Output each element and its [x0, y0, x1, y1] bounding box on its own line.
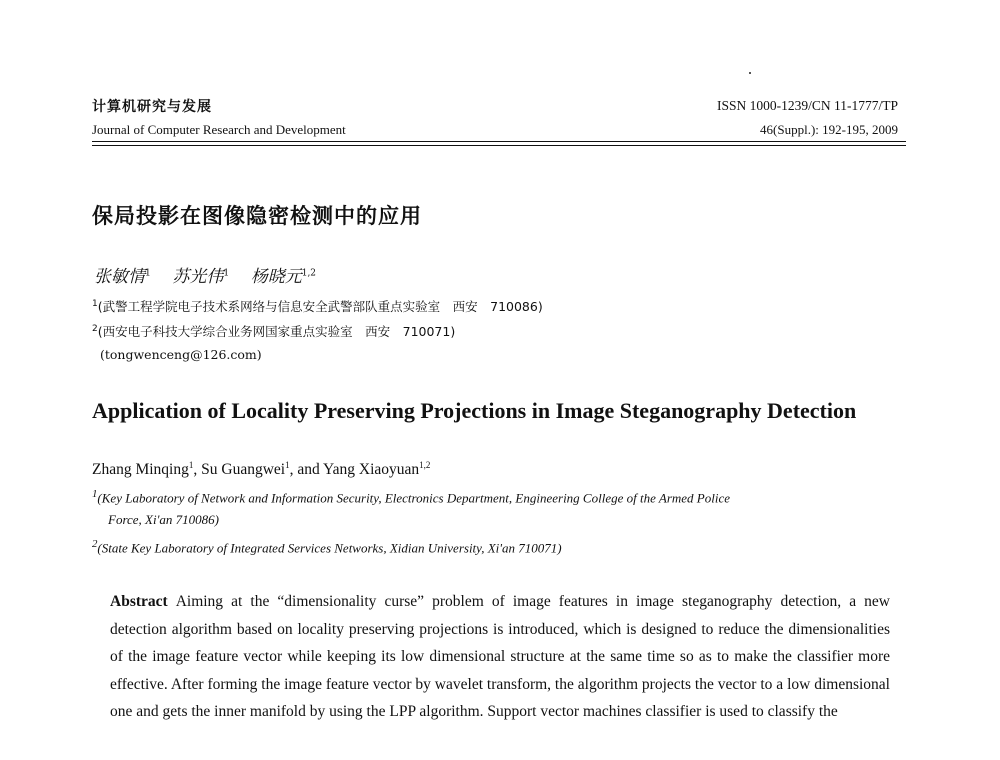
chinese-affiliation-1 [92, 297, 543, 315]
author-separator: , [193, 461, 202, 479]
en-author-sup: 1,2 [419, 460, 431, 470]
aff-text: (State Key Laboratory of Integrated Services Networks, Xidian University, Xi'an 710071) [97, 540, 562, 556]
aff-sup: 2 [92, 323, 98, 334]
en-author-sup: 1 [188, 460, 194, 470]
abstract-text: Aiming at the “dimensionality curse” problem of image features in image steganography detection, a new detection algorithm based on locality preserving projections is introduced, which is designed to reduce the dimensionalities of the image feature vector while keeping its low dimensional structure at the same time so as to make the classifier more effective. After forming the image feature vector by wavelet transform, the algorithm projects the vector to a low dimensional one and gets the inner manifold by using the LPP algorithm. Support vector machines classifier is used to classify the [110, 593, 890, 720]
chinese-title: 保局投影在图像隐密检测中的应用 [92, 204, 422, 228]
english-affiliation-1 [92, 488, 730, 506]
en-author-name: Yang Xiaoyuan [323, 461, 420, 479]
abstract-label: Abstract [110, 593, 168, 610]
aff-text: (武警工程学院电子技术系网络与信息安全武警部队重点实验室 西安 710086) [97, 299, 543, 314]
chinese-affiliation-2 [92, 322, 455, 340]
aff-text: (西安电子科技大学综合业务网国家重点实验室 西安 710071) [97, 324, 456, 339]
abstract-paragraph [110, 588, 890, 726]
author-email: (tongwenceng@126.com) [100, 347, 262, 362]
cn-author-sup: 1,2 [301, 268, 317, 279]
header-rule-thin [92, 145, 906, 146]
cn-author-sup: 1 [145, 268, 151, 279]
english-affiliation-2 [92, 538, 562, 556]
header-rule-thick [92, 141, 906, 142]
cn-author-name: 张敏情 [94, 267, 145, 287]
cn-author-name: 杨晓元 [250, 267, 302, 287]
volume-pages-year: 46(Suppl.): 192-195, 2009 [760, 122, 898, 137]
en-author-sup: 1 [285, 460, 290, 470]
issn-number: ISSN 1000-1239/CN 11-1777/TP [716, 98, 898, 113]
stray-dot [749, 72, 751, 74]
aff-sup: 1 [92, 298, 98, 309]
english-affiliation-1-cont: Force, Xi'an 710086) [108, 512, 219, 527]
english-title: Application of Locality Preserving Projections in Image Steganography Detection [92, 398, 857, 423]
aff-sup: 1 [92, 488, 98, 500]
english-authors [92, 460, 430, 479]
en-author-name: Su Guangwei [201, 461, 286, 479]
author-and: , and [289, 461, 324, 479]
aff-sup: 2 [92, 538, 98, 550]
journal-title-chinese: 计算机研究与发展 [92, 99, 212, 115]
cn-author-sup: 1 [223, 268, 230, 279]
en-author-name: Zhang Minqing [92, 461, 189, 479]
journal-title-english: Journal of Computer Research and Development [92, 122, 346, 137]
aff-text: (Key Laboratory of Network and Information Security, Electronics Department, Engineering College of the Armed Police [97, 490, 730, 506]
chinese-authors [94, 262, 316, 287]
cn-author-name: 苏光伟 [172, 267, 224, 287]
